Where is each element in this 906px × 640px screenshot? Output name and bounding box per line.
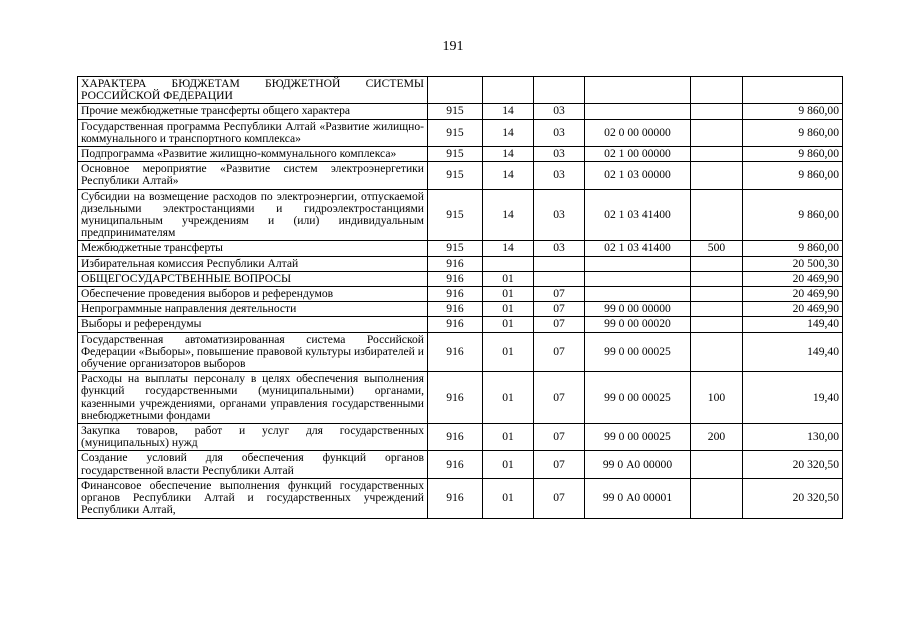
row-expense-type <box>691 317 743 332</box>
row-expense-type <box>691 77 743 104</box>
row-subsection-code: 07 <box>534 302 585 317</box>
row-name: Финансовое обеспечение выполнения функций государственных органов Республики Алтай и государственных учреждений Республики Алтай, <box>78 478 428 518</box>
row-expense-type <box>691 271 743 286</box>
row-subsection-code: 07 <box>534 287 585 302</box>
row-ministry-code: 915 <box>428 189 483 241</box>
page-number: 191 <box>442 39 464 54</box>
row-subsection-code <box>534 256 585 271</box>
row-section-code: 14 <box>483 104 534 119</box>
row-ministry-code: 916 <box>428 317 483 332</box>
row-amount: 20 320,50 <box>743 451 843 478</box>
row-target-article: 99 0 00 00025 <box>585 372 691 424</box>
table-row <box>78 162 843 189</box>
table-row <box>78 104 843 119</box>
row-name: ОБЩЕГОСУДАРСТВЕННЫЕ ВОПРОСЫ <box>78 271 428 286</box>
row-expense-type: 200 <box>691 424 743 451</box>
row-amount: 9 860,00 <box>743 162 843 189</box>
row-target-article <box>585 256 691 271</box>
row-name: Подпрограмма «Развитие жилищно-коммунального комплекса» <box>78 147 428 162</box>
row-name: Субсидии на возмещение расходов по электроэнергии, отпускаемой дизельными электростанциями и гидроэлектростанциями муниципальным учреждениям и (или) индивидуальным предпринимателям <box>78 189 428 241</box>
row-name: Создание условий для обеспечения функций органов государственной власти Республики Алтай <box>78 451 428 478</box>
row-target-article: 02 1 03 41400 <box>585 189 691 241</box>
row-section-code <box>483 256 534 271</box>
row-name: Государственная программа Республики Алтай «Развитие жилищно-коммунального и транспортного комплекса» <box>78 119 428 146</box>
row-expense-type <box>691 287 743 302</box>
row-ministry-code: 916 <box>428 478 483 518</box>
row-target-article: 99 0 А0 00001 <box>585 478 691 518</box>
row-ministry-code: 916 <box>428 256 483 271</box>
row-amount: 20 469,90 <box>743 271 843 286</box>
row-ministry-code: 916 <box>428 424 483 451</box>
row-subsection-code: 07 <box>534 424 585 451</box>
row-subsection-code <box>534 271 585 286</box>
row-section-code: 14 <box>483 162 534 189</box>
row-name: ХАРАКТЕРА БЮДЖЕТАМ БЮДЖЕТНОЙ СИСТЕМЫ РОССИЙСКОЙ ФЕДЕРАЦИИ <box>78 77 428 104</box>
table-row <box>78 332 843 372</box>
row-name: Расходы на выплаты персоналу в целях обеспечения выполнения функций государственными (муниципальными) органами, казенными учреждениями, органами управления государственными внебюджетными фондами <box>78 372 428 424</box>
row-subsection-code: 03 <box>534 104 585 119</box>
table-row <box>78 424 843 451</box>
table-row <box>78 317 843 332</box>
table-row <box>78 119 843 146</box>
row-section-code: 14 <box>483 119 534 146</box>
row-amount: 20 500,30 <box>743 256 843 271</box>
row-amount: 130,00 <box>743 424 843 451</box>
row-amount: 19,40 <box>743 372 843 424</box>
row-amount: 9 860,00 <box>743 189 843 241</box>
row-section-code: 01 <box>483 302 534 317</box>
table-row <box>78 147 843 162</box>
row-name: Непрограммные направления деятельности <box>78 302 428 317</box>
row-target-article <box>585 287 691 302</box>
row-expense-type <box>691 162 743 189</box>
row-target-article: 99 0 00 00000 <box>585 302 691 317</box>
row-subsection-code: 07 <box>534 317 585 332</box>
row-amount: 9 860,00 <box>743 119 843 146</box>
row-section-code: 01 <box>483 317 534 332</box>
row-section-code: 01 <box>483 372 534 424</box>
row-section-code: 01 <box>483 451 534 478</box>
row-expense-type <box>691 119 743 146</box>
row-amount: 9 860,00 <box>743 147 843 162</box>
row-expense-type <box>691 332 743 372</box>
row-ministry-code: 916 <box>428 271 483 286</box>
row-expense-type <box>691 189 743 241</box>
row-section-code: 01 <box>483 478 534 518</box>
row-name: Обеспечение проведения выборов и референдумов <box>78 287 428 302</box>
row-name: Основное мероприятие «Развитие систем электроэнергетики Республики Алтай» <box>78 162 428 189</box>
row-subsection-code: 07 <box>534 478 585 518</box>
row-target-article <box>585 77 691 104</box>
budget-table-body <box>78 77 843 519</box>
row-name: Выборы и референдумы <box>78 317 428 332</box>
row-section-code: 01 <box>483 271 534 286</box>
row-expense-type <box>691 256 743 271</box>
row-name: Избирательная комиссия Республики Алтай <box>78 256 428 271</box>
row-ministry-code: 916 <box>428 332 483 372</box>
row-subsection-code: 03 <box>534 147 585 162</box>
row-subsection-code: 07 <box>534 451 585 478</box>
row-name: Закупка товаров, работ и услуг для государственных (муниципальных) нужд <box>78 424 428 451</box>
row-amount: 9 860,00 <box>743 104 843 119</box>
row-section-code: 14 <box>483 147 534 162</box>
row-subsection-code: 03 <box>534 189 585 241</box>
row-subsection-code: 07 <box>534 372 585 424</box>
row-section-code <box>483 77 534 104</box>
row-amount: 9 860,00 <box>743 241 843 256</box>
row-target-article: 02 0 00 00000 <box>585 119 691 146</box>
row-target-article: 99 0 00 00025 <box>585 332 691 372</box>
row-subsection-code <box>534 77 585 104</box>
row-target-article: 99 0 А0 00000 <box>585 451 691 478</box>
row-name: Межбюджетные трансферты <box>78 241 428 256</box>
row-expense-type <box>691 478 743 518</box>
row-ministry-code: 916 <box>428 287 483 302</box>
row-expense-type <box>691 104 743 119</box>
row-section-code: 14 <box>483 241 534 256</box>
row-amount: 149,40 <box>743 317 843 332</box>
budget-table <box>77 76 843 519</box>
row-amount: 20 320,50 <box>743 478 843 518</box>
row-ministry-code: 916 <box>428 451 483 478</box>
row-subsection-code: 07 <box>534 332 585 372</box>
row-subsection-code: 03 <box>534 162 585 189</box>
row-subsection-code: 03 <box>534 119 585 146</box>
row-section-code: 14 <box>483 189 534 241</box>
row-ministry-code: 915 <box>428 147 483 162</box>
table-row <box>78 302 843 317</box>
row-ministry-code: 916 <box>428 302 483 317</box>
row-amount: 20 469,90 <box>743 302 843 317</box>
row-section-code: 01 <box>483 332 534 372</box>
row-target-article: 02 1 03 00000 <box>585 162 691 189</box>
row-amount <box>743 77 843 104</box>
row-ministry-code: 916 <box>428 372 483 424</box>
row-ministry-code: 915 <box>428 119 483 146</box>
row-ministry-code: 915 <box>428 241 483 256</box>
row-expense-type: 500 <box>691 241 743 256</box>
row-amount: 20 469,90 <box>743 287 843 302</box>
row-ministry-code: 915 <box>428 104 483 119</box>
table-row <box>78 451 843 478</box>
row-subsection-code: 03 <box>534 241 585 256</box>
row-section-code: 01 <box>483 287 534 302</box>
row-expense-type <box>691 147 743 162</box>
table-row <box>78 77 843 104</box>
row-expense-type: 100 <box>691 372 743 424</box>
row-target-article: 02 1 00 00000 <box>585 147 691 162</box>
row-target-article: 99 0 00 00020 <box>585 317 691 332</box>
table-row <box>78 241 843 256</box>
table-row <box>78 189 843 241</box>
table-row <box>78 372 843 424</box>
row-name: Прочие межбюджетные трансферты общего характера <box>78 104 428 119</box>
row-expense-type <box>691 302 743 317</box>
row-target-article <box>585 271 691 286</box>
table-row <box>78 287 843 302</box>
row-ministry-code <box>428 77 483 104</box>
row-target-article: 99 0 00 00025 <box>585 424 691 451</box>
row-expense-type <box>691 451 743 478</box>
row-ministry-code: 915 <box>428 162 483 189</box>
row-target-article: 02 1 03 41400 <box>585 241 691 256</box>
table-row <box>78 256 843 271</box>
row-name: Государственная автоматизированная система Российской Федерации «Выборы», повышение правовой культуры избирателей и обучение организаторов выборов <box>78 332 428 372</box>
row-target-article <box>585 104 691 119</box>
row-amount: 149,40 <box>743 332 843 372</box>
table-row <box>78 271 843 286</box>
row-section-code: 01 <box>483 424 534 451</box>
table-row <box>78 478 843 518</box>
